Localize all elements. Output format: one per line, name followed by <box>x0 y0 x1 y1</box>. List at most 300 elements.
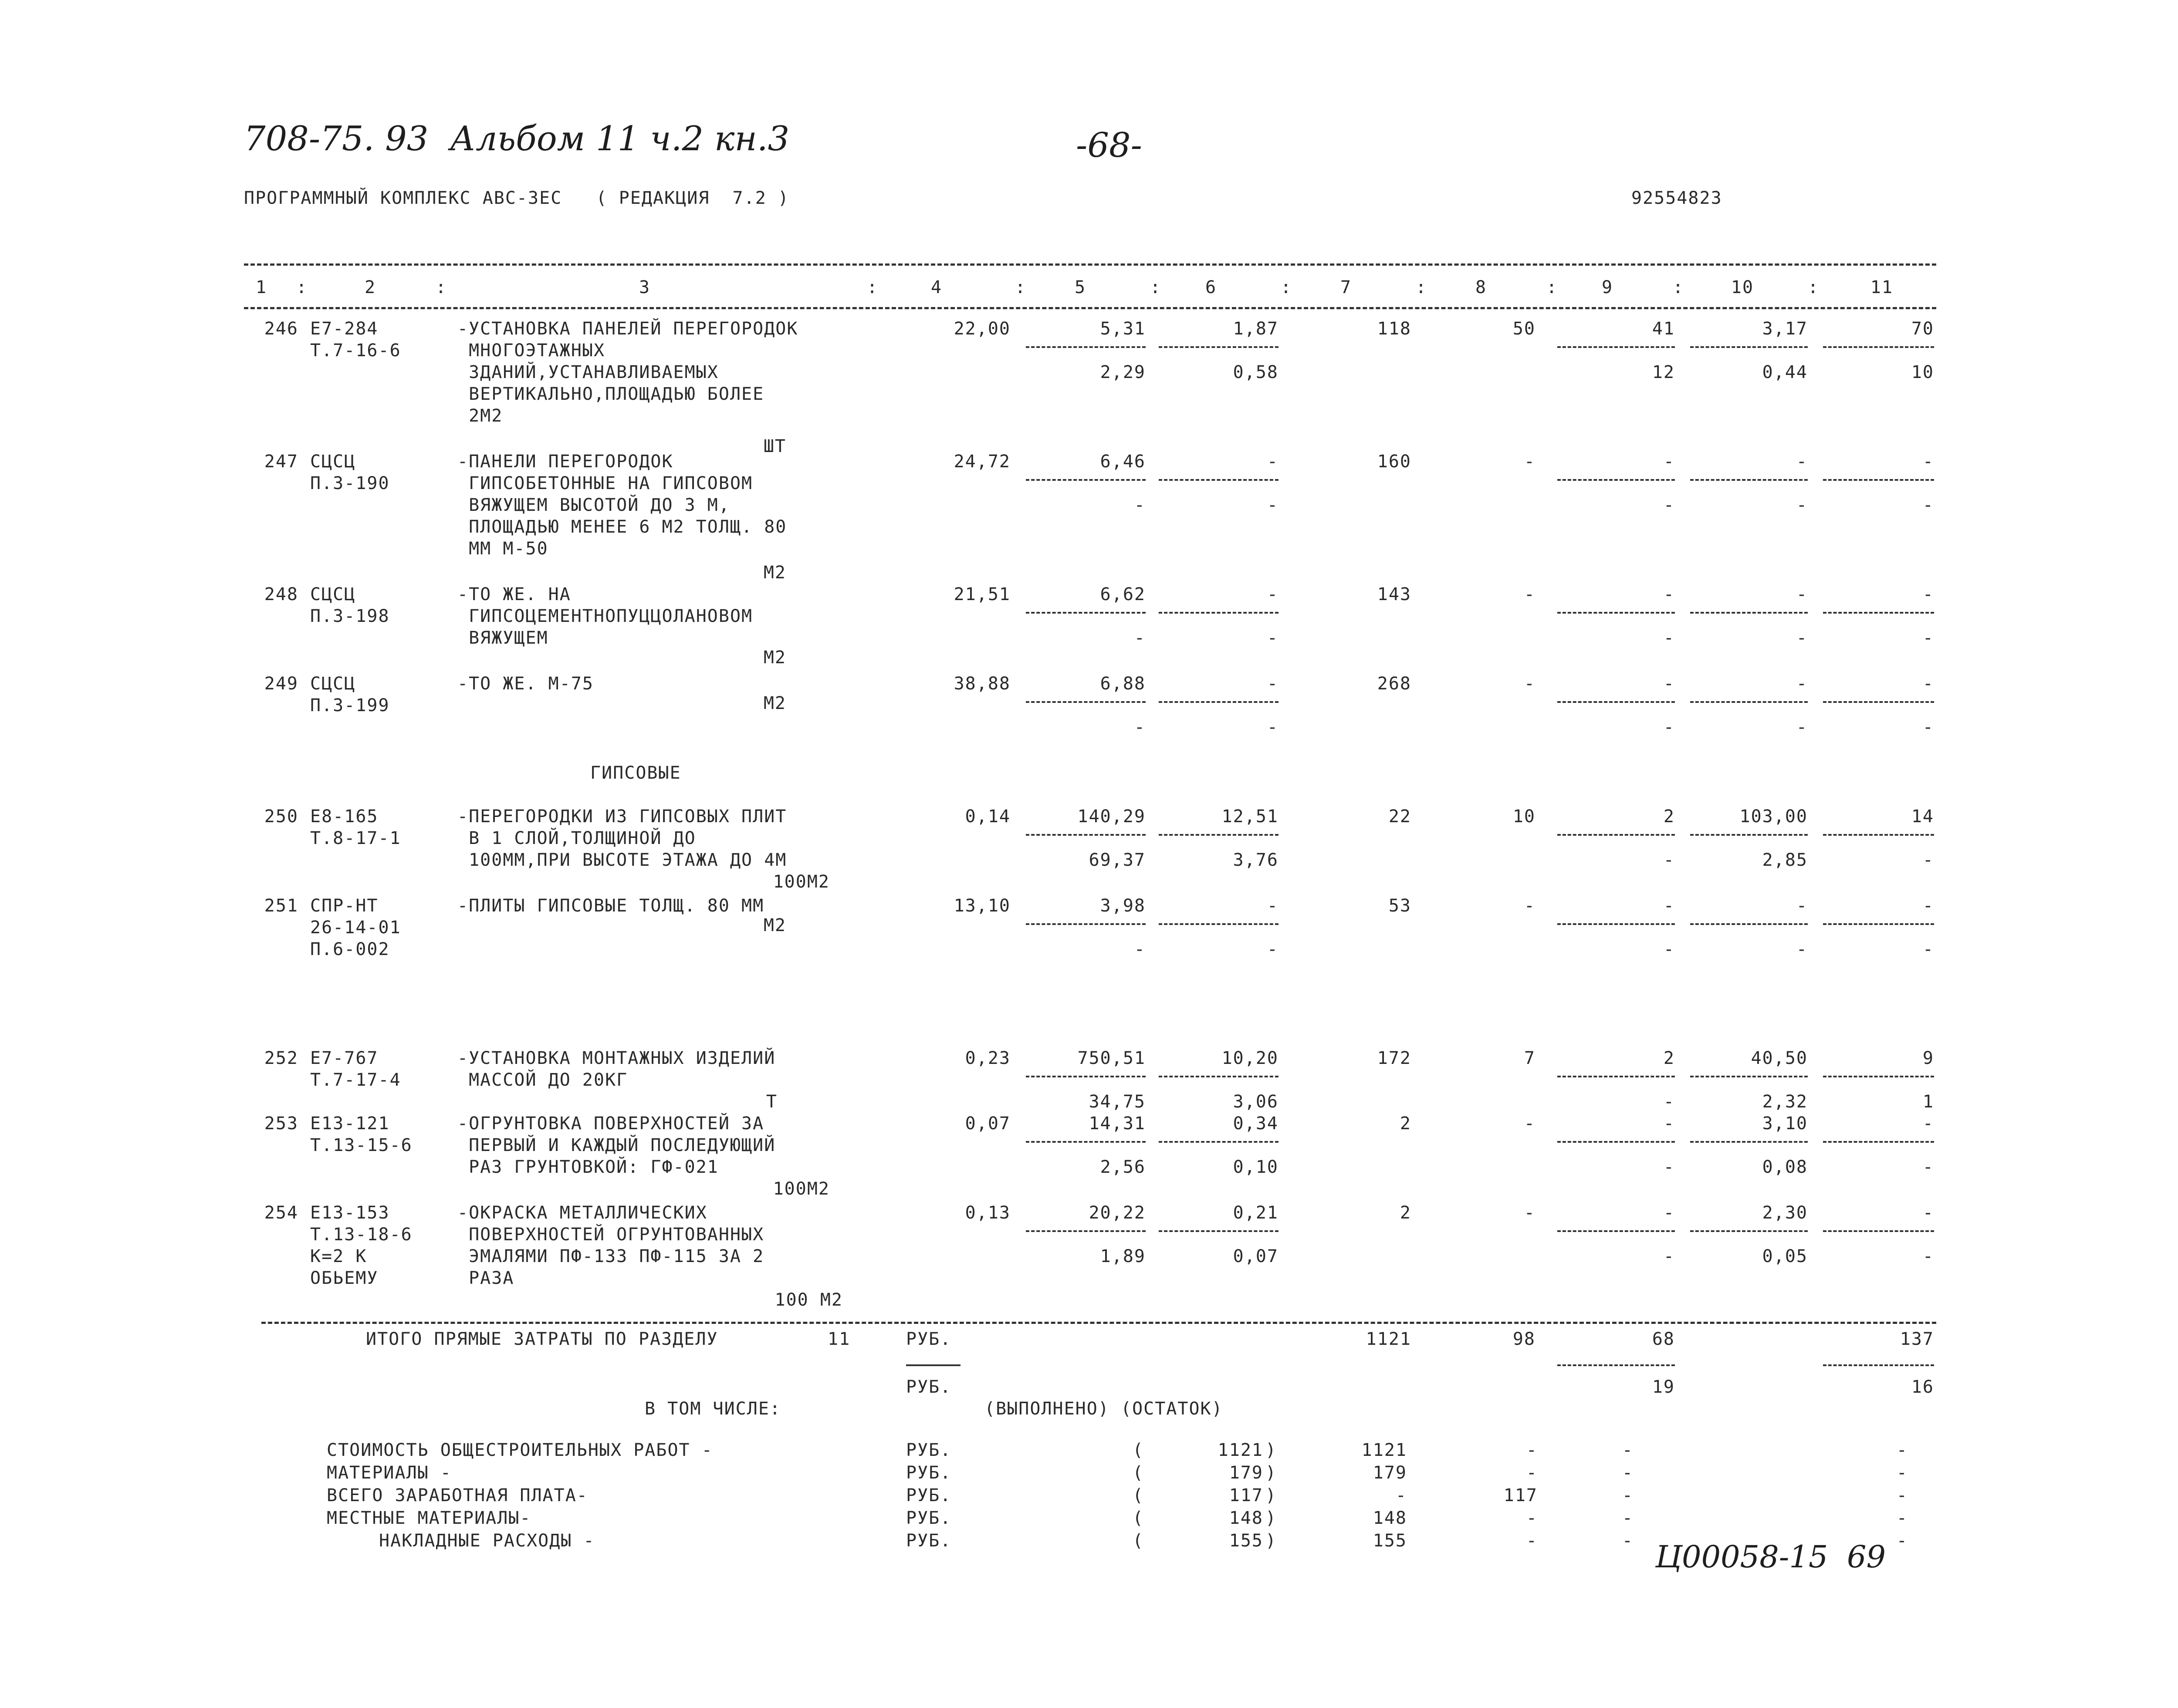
breakdown-currency: РУБ. <box>906 1485 952 1505</box>
cell-c10-top: - <box>1796 896 1808 916</box>
row-code: СПР-НТ <box>310 896 379 916</box>
cell-divider <box>1690 701 1808 703</box>
cell-c10-top: - <box>1796 674 1808 694</box>
cell-divider <box>1026 479 1146 481</box>
cell-c9-top: - <box>1663 896 1675 916</box>
column-number: 7 <box>1340 277 1352 297</box>
row-unit: 100 М2 <box>774 1290 843 1310</box>
column-number: 9 <box>1601 277 1613 297</box>
row-unit: 100М2 <box>773 872 830 892</box>
cell-c6-top: - <box>1267 896 1278 916</box>
breakdown-c7: 155 <box>1373 1531 1407 1551</box>
cell-divider <box>1159 1141 1278 1143</box>
done-remaining-label: (ВЫПОЛНЕНО) (ОСТАТОК) <box>984 1399 1223 1419</box>
breakdown-c11: - <box>1896 1485 1908 1505</box>
breakdown-label: МЕСТНЫЕ МАТЕРИАЛЫ- <box>327 1508 531 1528</box>
row-number: 252 <box>264 1048 298 1068</box>
breakdown-amount: 117 <box>1229 1485 1263 1505</box>
row-quantity: 38,88 <box>954 674 1011 694</box>
cell-c10-bottom: - <box>1796 717 1808 737</box>
row-quantity: 24,72 <box>954 452 1011 472</box>
row-description: ВЯЖУЩЕМ <box>457 628 548 648</box>
cell-c6-top: 0,34 <box>1233 1114 1278 1134</box>
row-code: СЦСЦ <box>310 584 356 604</box>
cell-c5-top: 140,29 <box>1077 807 1146 827</box>
paren-open: ( <box>1133 1463 1144 1483</box>
cell-divider <box>1557 479 1675 481</box>
handwritten-footer-code: Ц00058-15 <box>1655 1539 1828 1575</box>
row-description: 2М2 <box>457 406 503 426</box>
totals-c9-bottom: 19 <box>1652 1377 1675 1397</box>
totals-c8: 98 <box>1512 1329 1535 1349</box>
cell-c11-top: 70 <box>1911 319 1934 339</box>
column-number: 1 <box>255 277 267 297</box>
breakdown-currency: РУБ. <box>906 1531 952 1551</box>
cell-c6-top: - <box>1267 452 1278 472</box>
row-quantity: 0,23 <box>965 1048 1011 1068</box>
cell-divider <box>1026 701 1146 703</box>
cell-c11-top: - <box>1922 1114 1934 1134</box>
totals-section: 11 <box>828 1329 851 1349</box>
breakdown-c8: 117 <box>1503 1485 1538 1505</box>
cell-c11-bottom: - <box>1922 1157 1934 1177</box>
breakdown-c9: - <box>1622 1508 1634 1528</box>
cell-c11-top: - <box>1922 896 1934 916</box>
breakdown-c11: - <box>1896 1508 1908 1528</box>
cell-c11-top: - <box>1922 452 1934 472</box>
cell-divider <box>1690 346 1808 348</box>
cell-c10-bottom: 0,44 <box>1762 362 1808 382</box>
cell-c9-top: 2 <box>1663 807 1675 827</box>
column-number: 10 <box>1731 277 1754 297</box>
row-description: -ОГРУНТОВКА ПОВЕРХНОСТЕЙ ЗА <box>457 1114 764 1134</box>
row-description: ГИПСОЦЕМЕНТНОПУЦЦОЛАНОВОМ <box>457 606 753 626</box>
cell-c8: 7 <box>1524 1048 1535 1068</box>
cell-divider <box>1159 834 1278 836</box>
cell-c9-top: - <box>1663 1114 1675 1134</box>
totals-c9-top: 68 <box>1652 1329 1675 1349</box>
cell-c10-top: 103,00 <box>1739 807 1808 827</box>
cell-divider <box>1026 1230 1146 1232</box>
cell-c5-bottom: - <box>1134 939 1146 959</box>
row-description: -УСТАНОВКА МОНТАЖНЫХ ИЗДЕЛИЙ <box>457 1048 776 1068</box>
table-top-rule <box>244 263 1936 266</box>
cell-divider <box>1026 1076 1146 1077</box>
row-description: ЗДАНИЙ,УСТАНАВЛИВАЕМЫХ <box>457 362 719 382</box>
cell-c11-bottom: - <box>1922 717 1934 737</box>
row-description: -ПЕРЕГОРОДКИ ИЗ ГИПСОВЫХ ПЛИТ <box>457 807 787 827</box>
cell-c5-bottom: - <box>1134 495 1146 515</box>
row-unit: М2 <box>763 563 786 583</box>
cell-divider <box>1690 1141 1808 1143</box>
row-description: ЭМАЛЯМИ ПФ-133 ПФ-115 ЗА 2 <box>457 1246 764 1266</box>
cell-c6-top: - <box>1267 674 1278 694</box>
breakdown-label: МАТЕРИАЛЫ - <box>327 1463 452 1483</box>
cell-c7: 118 <box>1377 319 1411 339</box>
cell-c6-bottom: 0,07 <box>1233 1246 1278 1266</box>
row-description: ВЕРТИКАЛЬНО,ПЛОЩАДЬЮ БОЛЕЕ <box>457 384 764 404</box>
cell-c8: 10 <box>1512 807 1535 827</box>
cell-c6-top: 1,87 <box>1233 319 1278 339</box>
cell-c11-top: - <box>1922 1203 1934 1223</box>
breakdown-c7: 148 <box>1373 1508 1407 1528</box>
cell-divider <box>1690 834 1808 836</box>
column-separator: : <box>296 277 308 297</box>
row-unit: М2 <box>763 693 786 713</box>
totals-divider <box>1557 1364 1675 1366</box>
row-number: 247 <box>264 452 298 472</box>
cell-c5-top: 6,46 <box>1100 452 1146 472</box>
breakdown-c9: - <box>1622 1531 1634 1551</box>
row-number: 250 <box>264 807 298 827</box>
cell-divider <box>1026 1141 1146 1143</box>
cell-divider <box>1026 346 1146 348</box>
column-separator: : <box>1416 277 1427 297</box>
row-description: -ПАНЕЛИ ПЕРЕГОРОДОК <box>457 452 673 472</box>
row-code: П.3-198 <box>310 606 390 626</box>
totals-underline <box>906 1364 960 1366</box>
cell-c10-bottom: - <box>1796 495 1808 515</box>
cell-c6-bottom: 0,10 <box>1233 1157 1278 1177</box>
row-description: МНОГОЭТАЖНЫХ <box>457 341 605 361</box>
cell-divider <box>1690 612 1808 614</box>
cell-c7: 2 <box>1400 1114 1411 1134</box>
breakdown-amount: 148 <box>1229 1508 1263 1528</box>
cell-divider <box>1159 701 1278 703</box>
cell-divider <box>1159 923 1278 925</box>
row-description: ММ М-50 <box>457 539 548 559</box>
cell-c9-top: - <box>1663 1203 1675 1223</box>
row-description: РАЗА <box>457 1268 514 1288</box>
totals-divider <box>1823 1364 1934 1366</box>
cell-c8: - <box>1524 1114 1535 1134</box>
row-quantity: 22,00 <box>954 319 1011 339</box>
cell-c8: - <box>1524 674 1535 694</box>
cell-divider <box>1557 612 1675 614</box>
row-code: СЦСЦ <box>310 674 356 694</box>
row-number: 248 <box>264 584 298 604</box>
paren-close: ) <box>1265 1485 1277 1505</box>
row-code: Т.13-15-6 <box>310 1135 413 1155</box>
cell-c5-top: 5,31 <box>1100 319 1146 339</box>
cell-divider <box>1159 479 1278 481</box>
cell-c9-top: - <box>1663 674 1675 694</box>
breakdown-currency: РУБ. <box>906 1440 952 1460</box>
row-code: П.3-190 <box>310 473 390 493</box>
breakdown-amount: 1121 <box>1218 1440 1263 1460</box>
row-number: 251 <box>264 896 298 916</box>
row-description: ПОВЕРХНОСТЕЙ ОГРУНТОВАННЫХ <box>457 1225 764 1245</box>
breakdown-c8: - <box>1526 1463 1538 1483</box>
cell-divider <box>1690 1076 1808 1077</box>
totals-rule <box>261 1322 1936 1324</box>
cell-divider <box>1557 923 1675 925</box>
breakdown-c7: - <box>1395 1485 1407 1505</box>
cell-c5-top: 3,98 <box>1100 896 1146 916</box>
cell-divider <box>1690 923 1808 925</box>
cell-divider <box>1557 701 1675 703</box>
cell-c7: 172 <box>1377 1048 1411 1068</box>
cell-c5-bottom: 2,56 <box>1100 1157 1146 1177</box>
row-code: Е7-284 <box>310 319 379 339</box>
cell-c5-top: 750,51 <box>1077 1048 1146 1068</box>
row-code: Е13-153 <box>310 1203 390 1223</box>
cell-c9-top: - <box>1663 584 1675 604</box>
breakdown-c11: - <box>1896 1463 1908 1483</box>
cell-c7: 22 <box>1388 807 1411 827</box>
including-label: В ТОМ ЧИСЛЕ: <box>645 1399 781 1419</box>
cell-c7: 268 <box>1377 674 1411 694</box>
cell-c5-bottom: 1,89 <box>1100 1246 1146 1266</box>
cell-c6-bottom: - <box>1267 717 1278 737</box>
cell-divider <box>1823 701 1934 703</box>
cell-c11-top: 14 <box>1911 807 1934 827</box>
cell-c5-bottom: - <box>1134 717 1146 737</box>
breakdown-c9: - <box>1622 1463 1634 1483</box>
cell-c5-bottom: 2,29 <box>1100 362 1146 382</box>
paren-close: ) <box>1265 1508 1277 1528</box>
row-code: Е8-165 <box>310 807 379 827</box>
row-number: 249 <box>264 674 298 694</box>
cell-divider <box>1159 1230 1278 1232</box>
column-separator: : <box>1015 277 1027 297</box>
column-number: 6 <box>1205 277 1217 297</box>
cell-divider <box>1557 834 1675 836</box>
paren-close: ) <box>1265 1531 1277 1551</box>
cell-c9-top: - <box>1663 452 1675 472</box>
cell-c6-bottom: - <box>1267 939 1278 959</box>
cell-divider <box>1690 479 1808 481</box>
row-number: 246 <box>264 319 298 339</box>
breakdown-c8: - <box>1526 1531 1538 1551</box>
cell-c8: - <box>1524 452 1535 472</box>
totals-c11-top: 137 <box>1900 1329 1934 1349</box>
cell-divider <box>1026 923 1146 925</box>
cell-c10-top: 3,17 <box>1762 319 1808 339</box>
totals-currency-2: РУБ. <box>906 1377 952 1397</box>
row-quantity: 21,51 <box>954 584 1011 604</box>
cell-c8: - <box>1524 1203 1535 1223</box>
cell-c10-bottom: - <box>1796 628 1808 648</box>
cell-c6-bottom: 0,58 <box>1233 362 1278 382</box>
row-unit: Т <box>766 1092 778 1112</box>
cell-c5-top: 20,22 <box>1089 1203 1146 1223</box>
row-code: Т.7-16-6 <box>310 341 401 361</box>
paren-close: ) <box>1265 1440 1277 1460</box>
handwritten-title: 708-75. 93 Альбом 11 ч.2 кн.3 <box>244 119 790 159</box>
column-separator: : <box>867 277 879 297</box>
breakdown-c8: - <box>1526 1440 1538 1460</box>
row-number: 253 <box>264 1114 298 1134</box>
cell-c10-bottom: - <box>1796 939 1808 959</box>
cell-c10-top: 40,50 <box>1751 1048 1808 1068</box>
row-description: -ТО ЖЕ. М-75 <box>457 674 594 694</box>
column-separator: : <box>1281 277 1292 297</box>
cell-c10-bottom: 0,05 <box>1762 1246 1808 1266</box>
totals-label: ИТОГО ПРЯМЫЕ ЗАТРАТЫ ПО РАЗДЕЛУ <box>366 1329 718 1349</box>
cell-divider <box>1690 1230 1808 1232</box>
cell-divider <box>1823 923 1934 925</box>
row-code: 26-14-01 <box>310 918 401 938</box>
cell-c9-bottom: - <box>1663 1092 1675 1112</box>
column-number: 11 <box>1870 277 1894 297</box>
cell-c7: 143 <box>1377 584 1411 604</box>
paren-open: ( <box>1133 1485 1144 1505</box>
cell-divider <box>1557 346 1675 348</box>
cell-c9-bottom: - <box>1663 1157 1675 1177</box>
row-code: Е7-767 <box>310 1048 379 1068</box>
column-separator: : <box>1150 277 1162 297</box>
row-description: -ОКРАСКА МЕТАЛЛИЧЕСКИХ <box>457 1203 707 1223</box>
column-separator: : <box>1546 277 1558 297</box>
paren-close: ) <box>1265 1463 1277 1483</box>
cell-c5-top: 14,31 <box>1089 1114 1146 1134</box>
cell-c10-top: - <box>1796 584 1808 604</box>
column-number: 8 <box>1475 277 1487 297</box>
cell-divider <box>1823 346 1934 348</box>
row-description: В 1 СЛОЙ,ТОЛЩИНОЙ ДО <box>457 828 696 848</box>
breakdown-currency: РУБ. <box>906 1463 952 1483</box>
breakdown-c11: - <box>1896 1440 1908 1460</box>
cell-c5-top: 6,62 <box>1100 584 1146 604</box>
totals-currency: РУБ. <box>906 1329 952 1349</box>
row-code: Т.7-17-4 <box>310 1070 401 1090</box>
breakdown-label: СТОИМОСТЬ ОБЩЕСТРОИТЕЛЬНЫХ РАБОТ - <box>327 1440 713 1460</box>
cell-c9-bottom: - <box>1663 850 1675 870</box>
cell-c10-top: - <box>1796 452 1808 472</box>
cell-divider <box>1159 612 1278 614</box>
cell-c11-top: 9 <box>1922 1048 1934 1068</box>
row-description: МАССОЙ ДО 20КГ <box>457 1070 628 1090</box>
cell-divider <box>1823 479 1934 481</box>
breakdown-currency: РУБ. <box>906 1508 952 1528</box>
breakdown-c9: - <box>1622 1485 1634 1505</box>
cell-c9-bottom: - <box>1663 1246 1675 1266</box>
cell-c11-bottom: - <box>1922 628 1934 648</box>
row-unit: ШТ <box>763 436 786 456</box>
cell-c5-bottom: 69,37 <box>1089 850 1146 870</box>
row-description: ПЕРВЫЙ И КАЖДЫЙ ПОСЛЕДУЮЩИЙ <box>457 1135 776 1155</box>
subsection-title: ГИПСОВЫЕ <box>590 763 681 783</box>
cell-c6-top: - <box>1267 584 1278 604</box>
cell-c5-bottom: 34,75 <box>1089 1092 1146 1112</box>
cell-c6-top: 10,20 <box>1221 1048 1278 1068</box>
paren-open: ( <box>1133 1508 1144 1528</box>
row-unit: М2 <box>763 648 786 668</box>
cell-divider <box>1823 1076 1934 1077</box>
cell-divider <box>1823 1230 1934 1232</box>
cell-c6-bottom: 3,76 <box>1233 850 1278 870</box>
cell-c9-bottom: 12 <box>1652 362 1675 382</box>
row-description: -ТО ЖЕ. НА <box>457 584 571 604</box>
row-unit: М2 <box>763 915 786 935</box>
cell-c9-bottom: - <box>1663 939 1675 959</box>
cell-c8: 50 <box>1512 319 1535 339</box>
cell-c11-bottom: - <box>1922 495 1934 515</box>
cell-c6-bottom: - <box>1267 628 1278 648</box>
row-unit: 100М2 <box>773 1179 830 1199</box>
breakdown-c11: - <box>1896 1531 1908 1551</box>
row-code: Е13-121 <box>310 1114 390 1134</box>
cell-divider <box>1557 1141 1675 1143</box>
handwritten-footer-page: 69 <box>1847 1539 1886 1575</box>
row-code: П.6-002 <box>310 939 390 959</box>
column-number: 2 <box>364 277 376 297</box>
row-description: ГИПСОБЕТОННЫЕ НА ГИПСОВОМ <box>457 473 753 493</box>
column-number: 3 <box>639 277 651 297</box>
cell-divider <box>1557 1076 1675 1077</box>
header-bottom-rule <box>244 307 1936 309</box>
cell-c11-bottom: 10 <box>1911 362 1934 382</box>
row-description: РАЗ ГРУНТОВКОЙ: ГФ-021 <box>457 1157 719 1177</box>
cell-divider <box>1026 834 1146 836</box>
cell-c5-top: 6,88 <box>1100 674 1146 694</box>
cell-c10-top: 2,30 <box>1762 1203 1808 1223</box>
cell-c10-bottom: 0,08 <box>1762 1157 1808 1177</box>
cell-divider <box>1557 1230 1675 1232</box>
paren-open: ( <box>1133 1531 1144 1551</box>
cell-divider <box>1823 612 1934 614</box>
cell-divider <box>1823 1141 1934 1143</box>
breakdown-c8: - <box>1526 1508 1538 1528</box>
cell-c7: 53 <box>1388 896 1411 916</box>
paren-open: ( <box>1133 1440 1144 1460</box>
totals-c7: 1121 <box>1366 1329 1411 1349</box>
row-code: ОБЬЕМУ <box>310 1268 379 1288</box>
breakdown-amount: 179 <box>1229 1463 1263 1483</box>
program-line: ПРОГРАММНЫЙ КОМПЛЕКС АВС-3ЕС ( РЕДАКЦИЯ 7.2 ) <box>244 188 789 208</box>
cell-c6-bottom: 3,06 <box>1233 1092 1278 1112</box>
row-description: -ПЛИТЫ ГИПСОВЫЕ ТОЛЩ. 80 ММ <box>457 896 764 916</box>
breakdown-c9: - <box>1622 1440 1634 1460</box>
column-separator: : <box>1673 277 1684 297</box>
cell-c9-top: 2 <box>1663 1048 1675 1068</box>
cell-divider <box>1026 612 1146 614</box>
cell-c6-top: 0,21 <box>1233 1203 1278 1223</box>
breakdown-label: ВСЕГО ЗАРАБОТНАЯ ПЛАТА- <box>327 1485 588 1505</box>
column-separator: : <box>436 277 447 297</box>
row-description: -УСТАНОВКА ПАНЕЛЕЙ ПЕРЕГОРОДОК <box>457 319 798 339</box>
breakdown-amount: 155 <box>1229 1531 1263 1551</box>
cell-c11-bottom: 1 <box>1922 1092 1934 1112</box>
cell-divider <box>1159 346 1278 348</box>
cell-c10-bottom: 2,85 <box>1762 850 1808 870</box>
row-description: ВЯЖУЩЕМ ВЫСОТОЙ ДО 3 М, <box>457 495 730 515</box>
cell-c7: 2 <box>1400 1203 1411 1223</box>
cell-c9-bottom: - <box>1663 717 1675 737</box>
cell-c9-bottom: - <box>1663 628 1675 648</box>
row-code: Т.13-18-6 <box>310 1225 413 1245</box>
cell-c11-bottom: - <box>1922 850 1934 870</box>
cell-c6-bottom: - <box>1267 495 1278 515</box>
column-number: 4 <box>930 277 943 297</box>
cell-c11-top: - <box>1922 674 1934 694</box>
row-description: 100ММ,ПРИ ВЫСОТЕ ЭТАЖА ДО 4М <box>457 850 787 870</box>
column-separator: : <box>1808 277 1820 297</box>
row-quantity: 0,13 <box>965 1203 1011 1223</box>
row-code: Т.8-17-1 <box>310 828 401 848</box>
cell-c7: 160 <box>1377 452 1411 472</box>
breakdown-label: НАКЛАДНЫЕ РАСХОДЫ - <box>379 1531 595 1551</box>
breakdown-c7: 1121 <box>1361 1440 1407 1460</box>
page-number: -68- <box>1076 126 1142 165</box>
totals-c11-bottom: 16 <box>1911 1377 1934 1397</box>
cell-c8: - <box>1524 896 1535 916</box>
row-code: П.3-199 <box>310 695 390 716</box>
cell-c10-top: 3,10 <box>1762 1114 1808 1134</box>
cell-c5-bottom: - <box>1134 628 1146 648</box>
column-number: 5 <box>1074 277 1086 297</box>
